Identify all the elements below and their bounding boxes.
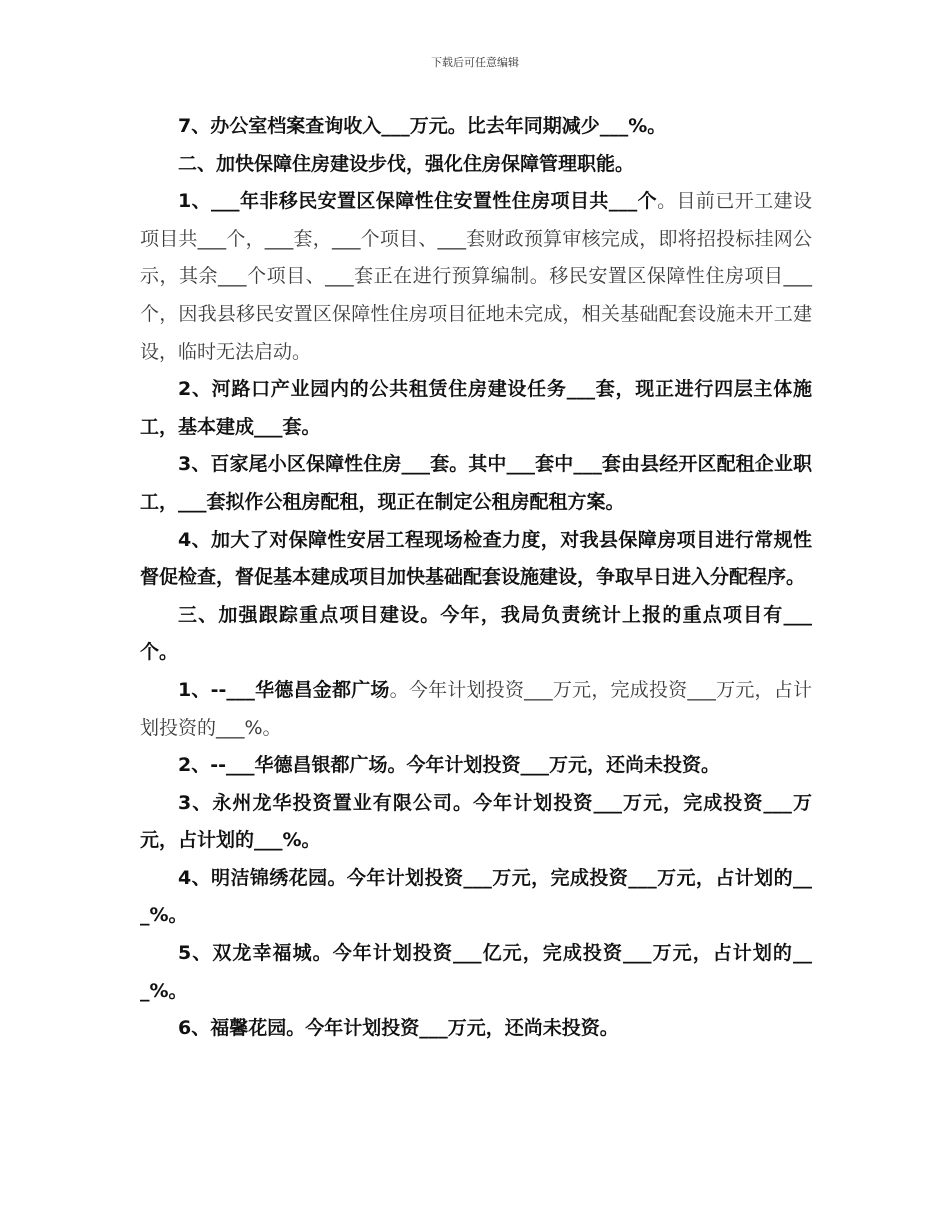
- section-heading-key-projects: 三、加强跟踪重点项目建设。今年，我局负责统计上报的重点项目有___个。: [140, 603, 812, 664]
- paragraph-lead: 1、___年非移民安置区保障性住安置性住房项目共___个: [178, 190, 658, 213]
- paragraph-baijiawei-housing: 3、百家尾小区保障性住房___套。其中___套中___套由县经开区配租企业职工，___套拟作公租房配租，现正在制定公租房配租方案。: [140, 453, 812, 513]
- paragraph-industrial-park-rental: 2、河路口产业园内的公共租赁住房建设任务___套，现正进行四层主体施工，基本建成___套。: [140, 378, 812, 438]
- paragraph-rest: 。目前已开工建设项目共___个，___套，___个项目、___套财政预算审核完成，即将招投标挂网公示，其余___个项目、___套正在进行预算编制。移民安置区保障性住房项目___个，因我县移民安置区保障性住房项目征地未完成，相关基础配套设施未开工建设，临时无法启动。: [140, 190, 812, 363]
- paragraph-rest: 。今年计划投资___万元，完成投资___万元，占计划投资的___%。: [140, 678, 812, 739]
- paragraph-project-longhua: 3、永州龙华投资置业有限公司。今年计划投资___万元，完成投资___万元，占计划的___%。: [140, 791, 812, 852]
- paragraph-lead: 1、--___华德昌金都广场: [178, 678, 390, 701]
- section-heading-housing: 二、加快保障住房建设步伐，强化住房保障管理职能。: [178, 152, 635, 175]
- paragraph-archive-income: 7、办公室档案查询收入___万元。比去年同期减少___%。: [178, 115, 667, 137]
- document-body: [140, 108, 812, 1048]
- paragraph-project-yindu: 2、--___华德昌银都广场。今年计划投资___万元，还尚未投资。: [178, 754, 720, 777]
- paragraph-housing-projects: [140, 183, 812, 371]
- page-header: 下载后可任意编辑: [431, 56, 519, 69]
- paragraph-project-fuxin: 6、福馨花园。今年计划投资___万元，还尚未投资。: [178, 1017, 619, 1040]
- paragraph-inspection: 4、加大了对保障性安居工程现场检查力度，对我县保障房项目进行常规性督促检查，督促基本建成项目加快基础配套设施建设，争取早日进入分配程序。: [140, 528, 812, 589]
- paragraph-project-shuanglong: 5、双龙幸福城。今年计划投资___亿元，完成投资___万元，占计划的___%。: [140, 942, 812, 1002]
- paragraph-project-jindu: [140, 672, 812, 747]
- paragraph-project-mingjie: 4、明洁锦绣花园。今年计划投资___万元，完成投资___万元，占计划的___%。: [140, 866, 812, 927]
